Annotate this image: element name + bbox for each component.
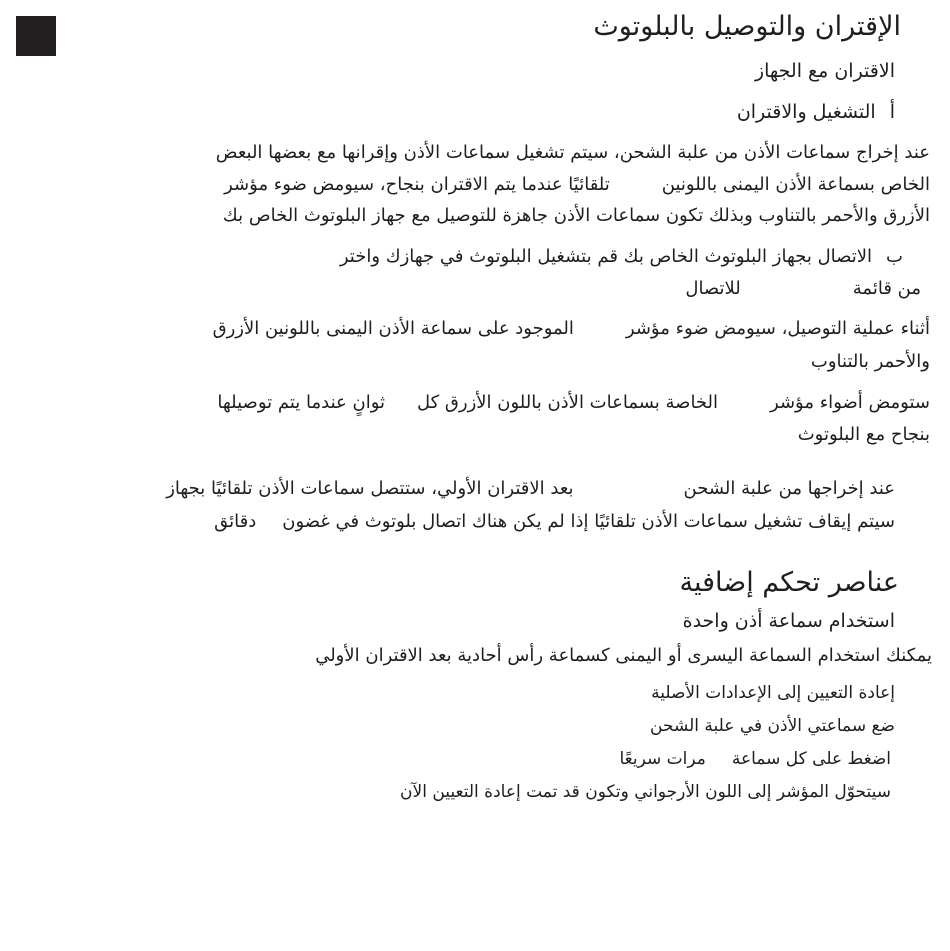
- step-letter: أ: [889, 101, 895, 123]
- text-segment: ستومض أضواء مؤشر: [770, 392, 930, 413]
- paragraph-line: [166, 473, 895, 505]
- paragraph-line: والأحمر بالتناوب: [810, 351, 930, 372]
- text-segment: عند إخراجها من علبة الشحن: [683, 478, 895, 499]
- step-b-line: [340, 241, 903, 273]
- subheading-single-earbud: استخدام سماعة أذن واحدة: [682, 610, 895, 632]
- text-segment: للاتصال: [685, 278, 741, 299]
- text-segment: بعد الاقتران الأولي، ستتصل سماعات الأذن تلقائيًا بجهاز: [166, 478, 574, 499]
- step-a-heading: [737, 99, 895, 125]
- subheading-reset: إعادة التعيين إلى الإعدادات الأصلية: [651, 683, 895, 703]
- subheading-pairing: الاقتران مع الجهاز: [754, 60, 895, 82]
- step-b-line: [685, 273, 921, 305]
- paragraph-line: يمكنك استخدام السماعة اليسرى أو اليمنى كسماعة رأس أحادية بعد الاقتران الأولي: [315, 645, 932, 666]
- text-segment: ثوانٍ عندما يتم توصيلها: [217, 392, 385, 413]
- text-segment: دقائق: [214, 511, 257, 532]
- paragraph-line: الأزرق والأحمر بالتناوب وبذلك تكون سماعات الأذن جاهزة للتوصيل مع جهاز البلوتوث الخاص بك: [222, 205, 930, 226]
- text-segment: الخاصة بسماعات الأذن باللون الأزرق كل: [417, 392, 719, 413]
- paragraph-line: [224, 169, 930, 201]
- text-segment: الموجود على سماعة الأذن اليمنى باللونين الأزرق: [212, 318, 574, 339]
- text-segment: الخاص بسماعة الأذن اليمنى باللونين: [661, 174, 930, 195]
- paragraph-line: بنجاح مع البلوتوث: [797, 424, 930, 445]
- paragraph-line: [213, 313, 930, 345]
- section-title-bluetooth: الإقتران والتوصيل بالبلوتوث: [593, 11, 901, 42]
- text-segment: اضغط على كل سماعة: [731, 749, 891, 769]
- paragraph-line: عند إخراج سماعات الأذن من علبة الشحن، سيتم تشغيل سماعات الأذن وإقرانها مع بعضها البعض: [215, 142, 930, 163]
- text-segment: الاتصال بجهاز البلوتوث الخاص بك قم بتشغيل البلوتوث في جهازك واختر: [339, 246, 873, 267]
- reset-step: ضع سماعتي الأذن في علبة الشحن: [650, 716, 895, 736]
- text-segment: من قائمة: [852, 278, 921, 299]
- text-segment: تلقائيًا عندما يتم الاقتران بنجاح، سيومض ضوء مؤشر: [224, 174, 610, 195]
- text-segment: سيتم إيقاف تشغيل سماعات الأذن تلقائيًا إذا لم يكن هناك اتصال بلوتوث في غضون: [282, 511, 895, 532]
- section-title-controls: عناصر تحكم إضافية: [679, 567, 899, 598]
- paragraph-line: [217, 387, 930, 419]
- step-letter: ب: [886, 246, 903, 267]
- black-square-logo: [16, 16, 56, 56]
- paragraph-line: [214, 506, 895, 538]
- reset-step: سيتحوّل المؤشر إلى اللون الأرجواني وتكون قد تمت إعادة التعيين الآن: [400, 782, 891, 802]
- text-segment: مرات سريعًا: [619, 749, 706, 769]
- step-title: التشغيل والاقتران: [736, 101, 876, 123]
- reset-step: [620, 746, 892, 772]
- text-segment: أثناء عملية التوصيل، سيومض ضوء مؤشر: [625, 318, 930, 339]
